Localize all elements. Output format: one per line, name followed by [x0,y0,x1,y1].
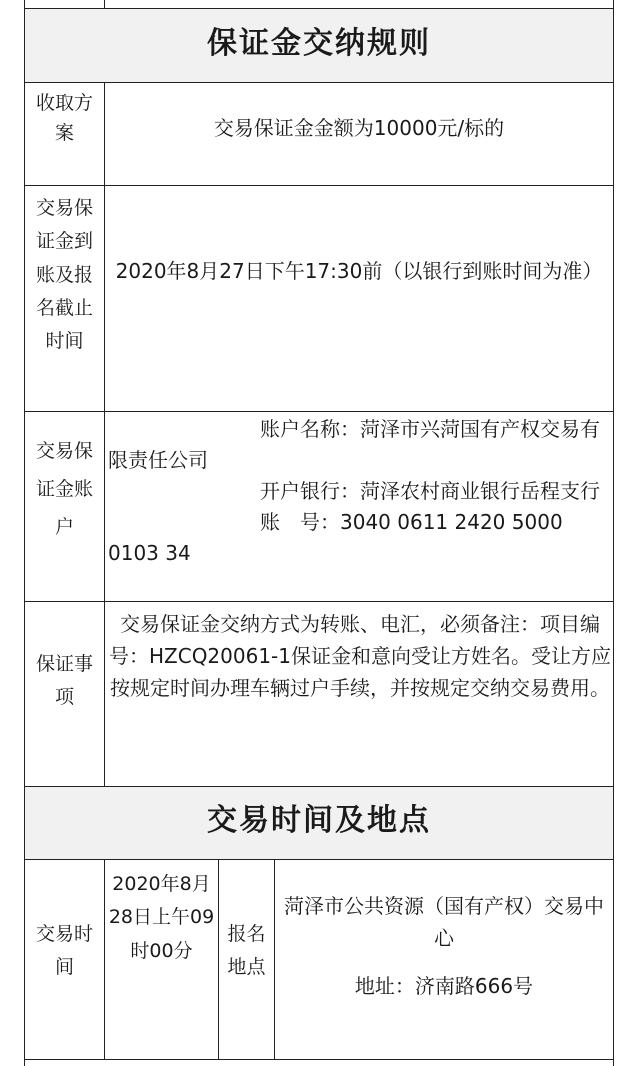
account-name: 账户名称：菏泽市兴菏国有产权交易有限责任公司 [108,417,600,472]
divider-4 [24,601,614,602]
divider-1 [24,82,614,83]
row-label-fee-plan: 收取方案 [35,92,93,145]
divider-2 [24,185,614,186]
trade-time-label: 交易时间 [35,923,93,979]
signup-place-value [280,890,608,1002]
label-column-divider [104,82,105,786]
place-name: 菏泽市公共资源（国有产权）交易中心 [284,894,604,950]
row-label-account: 交易保证金账户 [35,440,93,538]
row-value-fee-plan: 交易保证金金额为10000元/标的 [213,116,505,140]
divider-6 [24,859,614,860]
section1-title: 保证金交纳规则 [207,26,431,61]
row-value-account [108,414,612,569]
trade-time-value: 2020年8月28日上午09时00分 [108,873,215,962]
row-label-deadline: 交易保证金到账及报名截止时间 [35,197,93,352]
divider-7 [24,1059,614,1060]
account-number: 账 号：3040 0611 2420 5000 0103 34 [108,510,563,565]
account-bank: 开户银行：菏泽农村商业银行岳程支行 [260,479,600,503]
row-value-guarantee: 交易保证金交纳方式为转账、电汇，必须备注：项目编号：HZCQ20061-1保证金和意向受让方姓名。受让方应按规定时间办理车辆过户手续，并按规定交纳交易费用。 [108,612,611,700]
row-label-guarantee: 保证事项 [35,653,93,709]
section2-title: 交易时间及地点 [207,803,431,838]
divider-3 [24,411,614,412]
s2-divider-c [274,859,275,1059]
place-address: 地址：济南路666号 [354,974,534,998]
signup-place-label: 报名地点 [227,923,266,979]
top-partial-divider [104,0,105,8]
row-value-deadline: 2020年8月27日下午17:30前（以银行到账时间为准） [115,259,603,283]
